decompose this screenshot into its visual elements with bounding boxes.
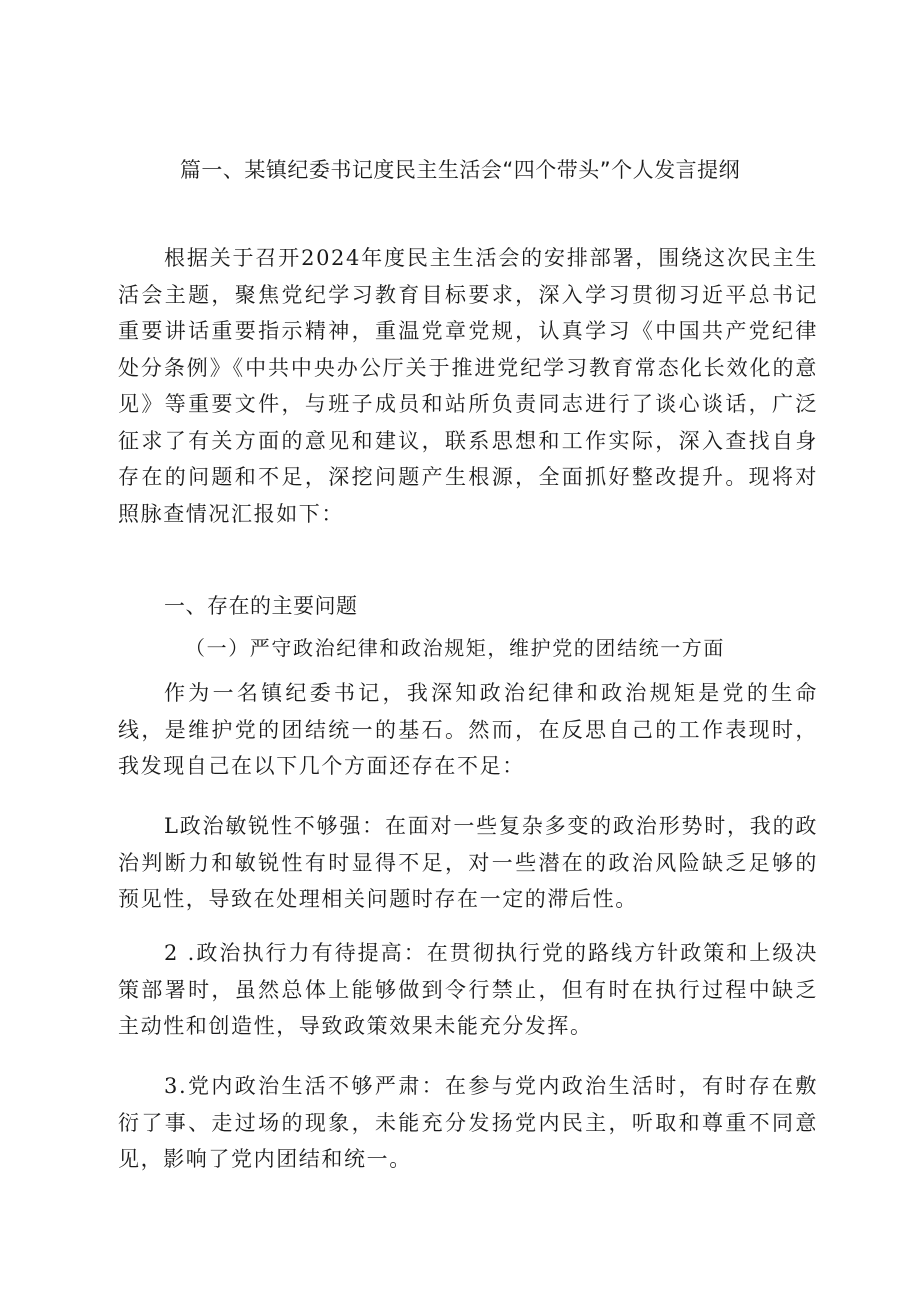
subsection-heading-political-discipline: （一）严守政治纪律和政治规矩，维护党的团结统一方面 (185, 636, 725, 660)
list-item-1: L政治敏锐性不够强：在面对一些复杂多变的政治形势时，我的政治判断力和敏锐性有时显得不足，对一些潜在的政治风险缺乏足够的预见性，导致在处理相关问题时存在一定的滞后性。 (118, 814, 818, 911)
intro-paragraph: 根据关于召开2024年度民主生活会的安排部署，围绕这次民主生活会主题，聚焦党纪学习教育目标要求，深入学习贯彻习近平总书记重要讲话重要指示精神，重温党章党规，认真学习《中国共产党纪律处分条例》《中共中央办公厅关于推进党纪学习教育常态化长效化的意见》等重要文件，与班子成员和站所负责同志进行了谈心谈话，广泛征求了有关方面的意见和建议，联系思想和工作实际，深入查找自身存在的问题和不足，深挖问题产生根源，全面抓好整改提升。现将对照脉查情况汇报如下： (118, 246, 818, 526)
subsection-intro-paragraph: 作为一名镇纪委书记，我深知政治纪律和政治规矩是党的生命线，是维护党的团结统一的基石。然而，在反思自己的工作表现时，我发现自己在以下几个方面还存在不足： (118, 681, 818, 778)
list-item-3: 3.党内政治生活不够严肃：在参与党内政治生活时，有时存在敷衍了事、走过场的现象，未能充分发扬党内民主，听取和尊重不同意见，影响了党内团结和统一。 (118, 1074, 818, 1171)
document-title: 篇一、某镇纪委书记度民主生活会“四个带头”个人发言提纲 (179, 158, 741, 182)
section-heading-main-problems: 一、存在的主要问题 (164, 594, 358, 618)
list-item-2: 2 .政治执行力有待提高：在贯彻执行党的路线方针政策和上级决策部署时，虽然总体上能够做到令行禁止，但有时在执行过程中缺乏主动性和创造性，导致政策效果未能充分发挥。 (118, 941, 818, 1038)
